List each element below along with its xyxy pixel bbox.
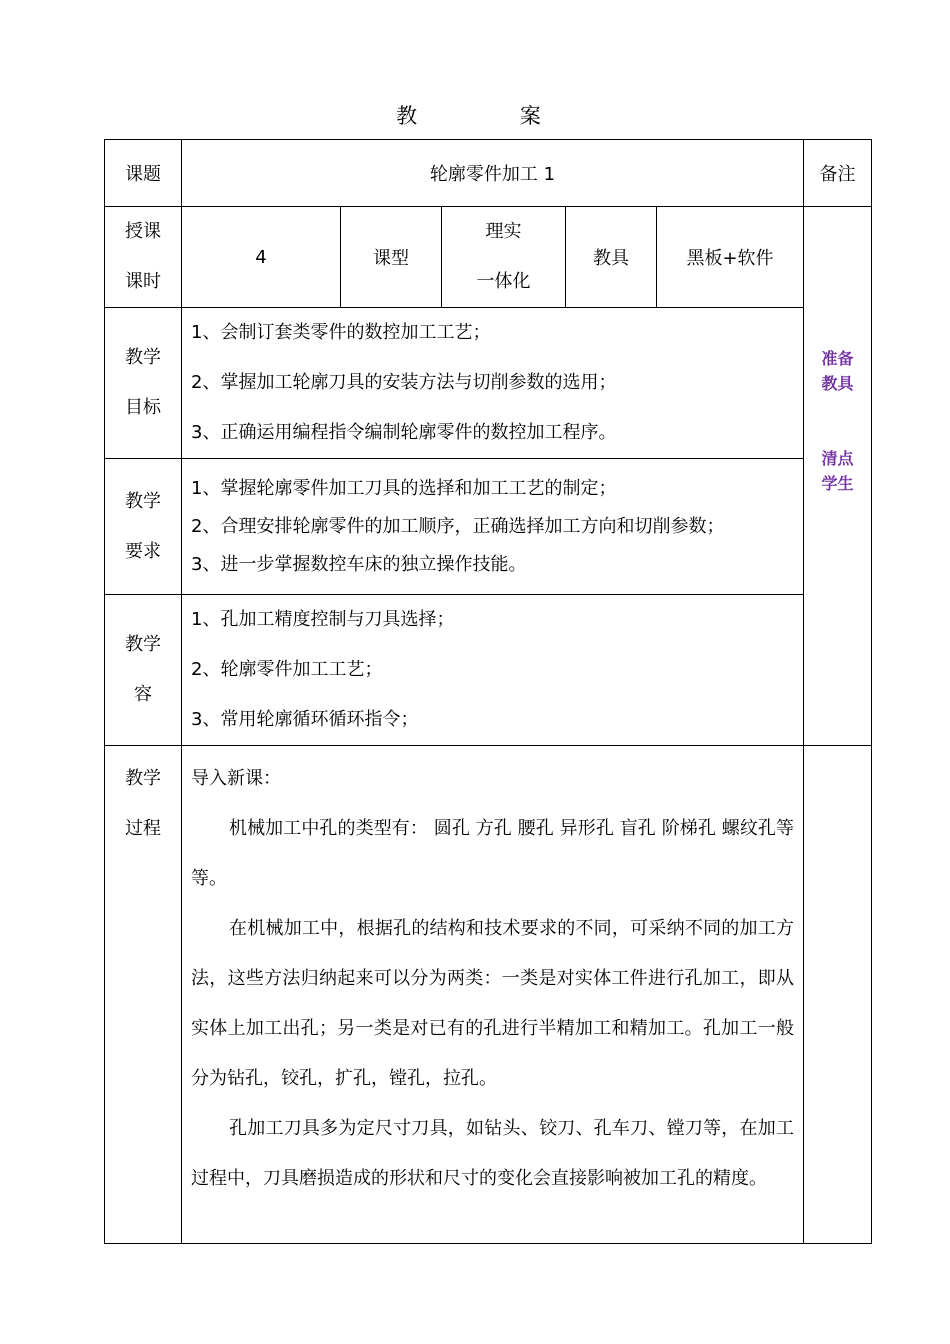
hours-label-line2: 课时	[125, 271, 161, 292]
page-title: 教 案	[396, 104, 589, 128]
topic-row	[105, 140, 872, 207]
type-value-line1: 理实	[485, 221, 522, 242]
process-row	[105, 746, 872, 1244]
tools-value: 黑板+软件	[657, 207, 804, 308]
content-label	[105, 595, 182, 746]
content-item: 3、常用轮廓循环循环指令；	[191, 709, 419, 730]
remark-header: 备注	[804, 140, 872, 207]
remarks-cell	[804, 207, 872, 746]
tools-label: 教具	[566, 207, 657, 308]
type-value	[442, 207, 566, 308]
hours-label-line1: 授课	[125, 221, 161, 242]
objective-item: 3、正确运用编程指令编制轮廓零件的数控加工程序。	[191, 422, 617, 443]
process-intro: 导入新课：	[191, 768, 281, 789]
process-paragraph: 孔加工刀具多为定尺寸刀具，如钻头、铰刀、孔车刀、镗刀等，在加工过程中，刀具磨损造成的形状和尺寸的变化会直接影响被加工孔的精度。	[191, 1118, 795, 1189]
process-remark-cell	[804, 746, 872, 1244]
content-item: 1、孔加工精度控制与刀具选择；	[191, 609, 455, 630]
objectives-list	[182, 308, 804, 459]
type-value-line2: 一体化	[476, 271, 531, 292]
objectives-row	[105, 308, 872, 459]
requirements-label-line1: 教学	[125, 490, 161, 512]
requirements-row	[105, 459, 872, 595]
process-body	[182, 746, 804, 1244]
requirements-list	[182, 459, 804, 595]
remark-line2: 教具	[821, 374, 854, 393]
remark-line1: 准备	[821, 349, 854, 368]
content-label-line1: 教学	[125, 634, 161, 655]
content-item: 2、轮廓零件加工工艺；	[191, 659, 383, 680]
remark-line4: 学生	[821, 474, 854, 493]
requirement-item: 3、进一步掌握数控车床的独立操作技能。	[191, 553, 527, 575]
type-label: 课型	[341, 207, 442, 308]
hours-value: 4	[182, 207, 341, 308]
requirements-label	[105, 459, 182, 595]
hours-row	[105, 207, 872, 308]
objectives-label-line1: 教学	[125, 347, 161, 368]
process-label	[105, 746, 182, 1244]
objective-item: 2、掌握加工轮廓刀具的安装方法与切削参数的选用；	[191, 372, 617, 393]
lesson-plan-table	[104, 139, 872, 1244]
process-paragraph: 在机械加工中，根据孔的结构和技术要求的不同，可采纳不同的加工方法，这些方法归纳起来可以分为两类：一类是对实体工件进行孔加工，即从实体上加工出孔；另一类是对已有的孔进行半精加工和精加工。孔加工一般分为钻孔，铰孔，扩孔，镗孔，拉孔。	[191, 918, 795, 1089]
process-label-line1: 教学	[125, 768, 161, 789]
content-label-line2: 容	[134, 684, 152, 705]
process-paragraph: 机械加工中孔的类型有： 圆孔 方孔 腰孔 异形孔 盲孔 阶梯孔 螺纹孔等等。	[191, 818, 795, 889]
requirement-item: 1、掌握轮廓零件加工刀具的选择和加工工艺的制定；	[191, 477, 617, 499]
objectives-label	[105, 308, 182, 459]
content-row	[105, 595, 872, 746]
remark-line3: 清点	[821, 449, 854, 468]
requirements-label-line2: 要求	[125, 540, 161, 562]
objectives-label-line2: 目标	[125, 397, 161, 418]
hours-label	[105, 207, 182, 308]
content-list	[182, 595, 804, 746]
topic-label: 课题	[105, 140, 182, 207]
process-label-line2: 过程	[125, 818, 161, 839]
objective-item: 1、会制订套类零件的数控加工工艺；	[191, 322, 491, 343]
requirement-item: 2、合理安排轮廓零件的加工顺序，正确选择加工方向和切削参数；	[191, 515, 725, 537]
topic-value: 轮廓零件加工 1	[182, 140, 804, 207]
